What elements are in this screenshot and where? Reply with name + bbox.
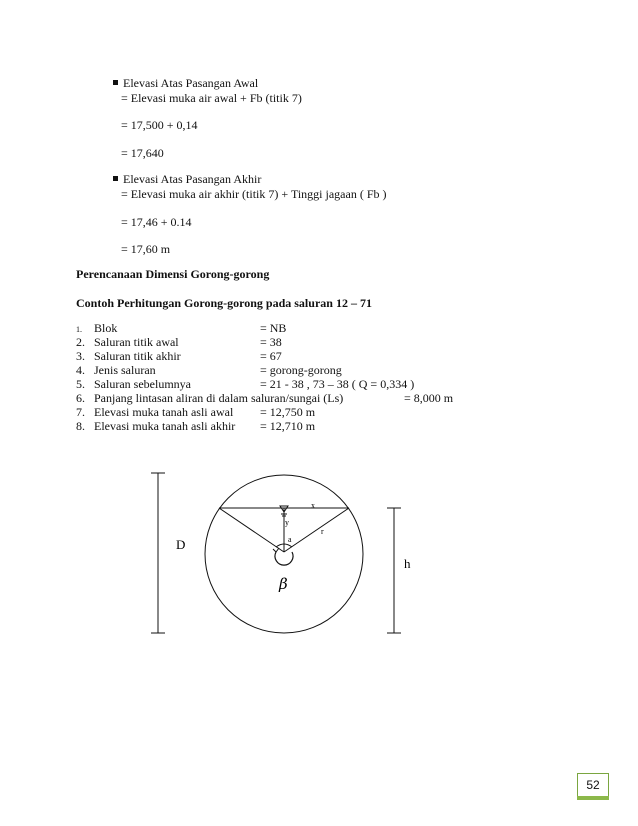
page-number-bar [577,796,609,800]
section2-line3: = 17,60 m [121,242,171,256]
label-a: a [288,535,292,544]
label-x: x [311,501,315,510]
section2-title: Elevasi Atas Pasangan Akhir [113,172,261,186]
angle-arc-beta [275,552,293,565]
label-y: y [285,518,289,527]
angle-arc-arrow [273,548,279,552]
section1-line3: = 17,640 [121,146,164,160]
page-number: 52 [577,773,609,796]
pipe-circle [205,475,363,633]
heading-perencanaan: Perencanaan Dimensi Gorong-gorong [76,267,270,281]
label-d: D [176,537,186,552]
radius-left [219,508,284,552]
section1-line1: = Elevasi muka air awal + Fb (titik 7) [121,91,302,105]
heading-contoh: Contoh Perhitungan Gorong-gorong pada saluran 12 – 71 [76,296,372,310]
label-h: h [404,556,411,571]
section2-line1: = Elevasi muka air akhir (titik 7) + Tinggi jagaan ( Fb ) [121,187,387,201]
label-beta: β [279,575,288,593]
radius-right [284,508,349,552]
section1-line2: = 17,500 + 0,14 [121,118,198,132]
label-r: r [321,527,324,536]
section2-line2: = 17,46 + 0.14 [121,215,192,229]
section1-title: Elevasi Atas Pasangan Awal [113,76,258,90]
